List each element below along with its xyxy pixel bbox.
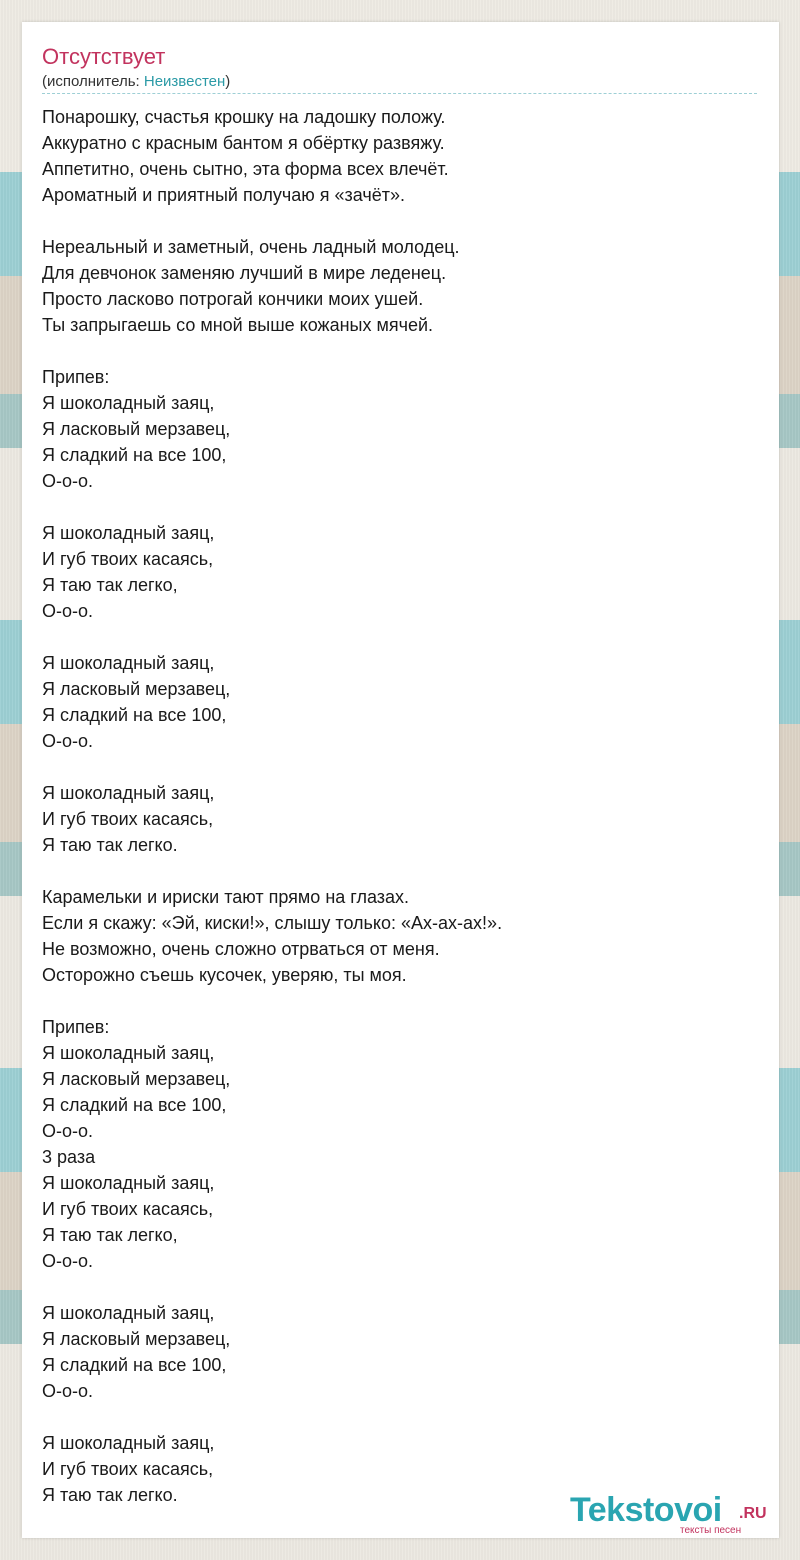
stanza-break [42, 1404, 762, 1430]
stanza-break [42, 624, 762, 650]
lyric-line: Я сладкий на все 100, [42, 1355, 227, 1375]
lyric-line: Не возможно, очень сложно отрваться от меня. [42, 939, 440, 959]
lyric-line: И губ твоих касаясь, [42, 1199, 214, 1219]
lyric-line: Я сладкий на все 100, [42, 705, 227, 725]
stanza-break [42, 494, 762, 520]
stanza-break [42, 988, 762, 1014]
artist-link[interactable]: Неизвестен [143, 73, 226, 90]
lyrics-card [22, 22, 779, 1538]
stanza-break [42, 754, 762, 780]
stanza-break [42, 858, 762, 884]
lyric-line: Ароматный и приятный получаю я «зачёт». [42, 185, 406, 205]
performer-line [42, 72, 230, 92]
lyric-line: Я шоколадный заяц, [42, 653, 215, 673]
lyric-line: Я шоколадный заяц, [42, 783, 215, 803]
lyric-line: Я шоколадный заяц, [42, 1433, 215, 1453]
lyric-line: Осторожно съешь кусочек, уверяю, ты моя. [42, 965, 407, 985]
lyric-line: Понарошку, счастья крошку на ладошку положу. [42, 107, 446, 127]
lyric-line: Я сладкий на все 100, [42, 1095, 227, 1115]
lyric-line: О-о-о. [42, 601, 94, 621]
lyric-line: Для девчонок заменяю лучший в мире леденец. [42, 263, 447, 283]
lyric-line: Я ласковый мерзавец, [42, 679, 231, 699]
lyrics-text [42, 104, 762, 1508]
lyric-line: О-о-о. [42, 471, 94, 491]
performer-suffix: ) [225, 73, 231, 90]
lyric-line: Я шоколадный заяц, [42, 523, 215, 543]
logo-tagline: тексты песен [680, 1525, 742, 1536]
lyric-line: Я таю так легко, [42, 575, 178, 595]
lyric-line: О-о-о. [42, 1251, 94, 1271]
lyric-line: Я шоколадный заяц, [42, 1303, 215, 1323]
lyric-line: И губ твоих касаясь, [42, 549, 214, 569]
performer-prefix: (исполнитель: [42, 73, 144, 90]
lyric-line: Я таю так легко, [42, 1225, 178, 1245]
lyric-line: Припев: [42, 367, 110, 387]
stanza-break [42, 338, 762, 364]
lyric-line: Аппетитно, очень сытно, эта форма всех влечёт. [42, 159, 449, 179]
title-divider [42, 93, 757, 94]
lyric-line: Я сладкий на все 100, [42, 445, 227, 465]
site-logo[interactable] [570, 1490, 775, 1536]
stanza-break [42, 1274, 762, 1300]
lyric-line: И губ твоих касаясь, [42, 809, 214, 829]
lyric-line: Я таю так легко. [42, 1485, 178, 1505]
stanza-break [42, 208, 762, 234]
lyric-line: Я шоколадный заяц, [42, 1173, 215, 1193]
lyric-line: Карамельки и ириски тают прямо на глазах. [42, 887, 410, 907]
logo-domain: .RU [739, 1505, 767, 1522]
lyric-line: Я ласковый мерзавец, [42, 1329, 231, 1349]
lyric-line: О-о-о. [42, 1121, 94, 1141]
lyric-line: Припев: [42, 1017, 110, 1037]
lyric-line: И губ твоих касаясь, [42, 1459, 214, 1479]
lyric-line: Я ласковый мерзавец, [42, 419, 231, 439]
lyric-line: Просто ласково потрогай кончики моих ушей. [42, 289, 424, 309]
lyric-line: Аккуратно с красным бантом я обёртку развяжу. [42, 133, 445, 153]
lyric-line: Я ласковый мерзавец, [42, 1069, 231, 1089]
lyric-line: Нереальный и заметный, очень ладный молодец. [42, 237, 460, 257]
lyric-line: 3 раза [42, 1147, 96, 1167]
lyric-line: Я шоколадный заяц, [42, 1043, 215, 1063]
logo-wordmark: Tekstovoi [570, 1491, 722, 1529]
lyric-line: О-о-о. [42, 1381, 94, 1401]
lyric-line: Я шоколадный заяц, [42, 393, 215, 413]
lyric-line: Если я скажу: «Эй, киски!», слышу только: «Ах-ах-ах!». [42, 913, 503, 933]
lyric-line: О-о-о. [42, 731, 94, 751]
lyric-line: Я таю так легко. [42, 835, 178, 855]
song-title: Отсутствует [42, 44, 166, 69]
lyric-line: Ты запрыгаешь со мной выше кожаных мячей. [42, 315, 434, 335]
